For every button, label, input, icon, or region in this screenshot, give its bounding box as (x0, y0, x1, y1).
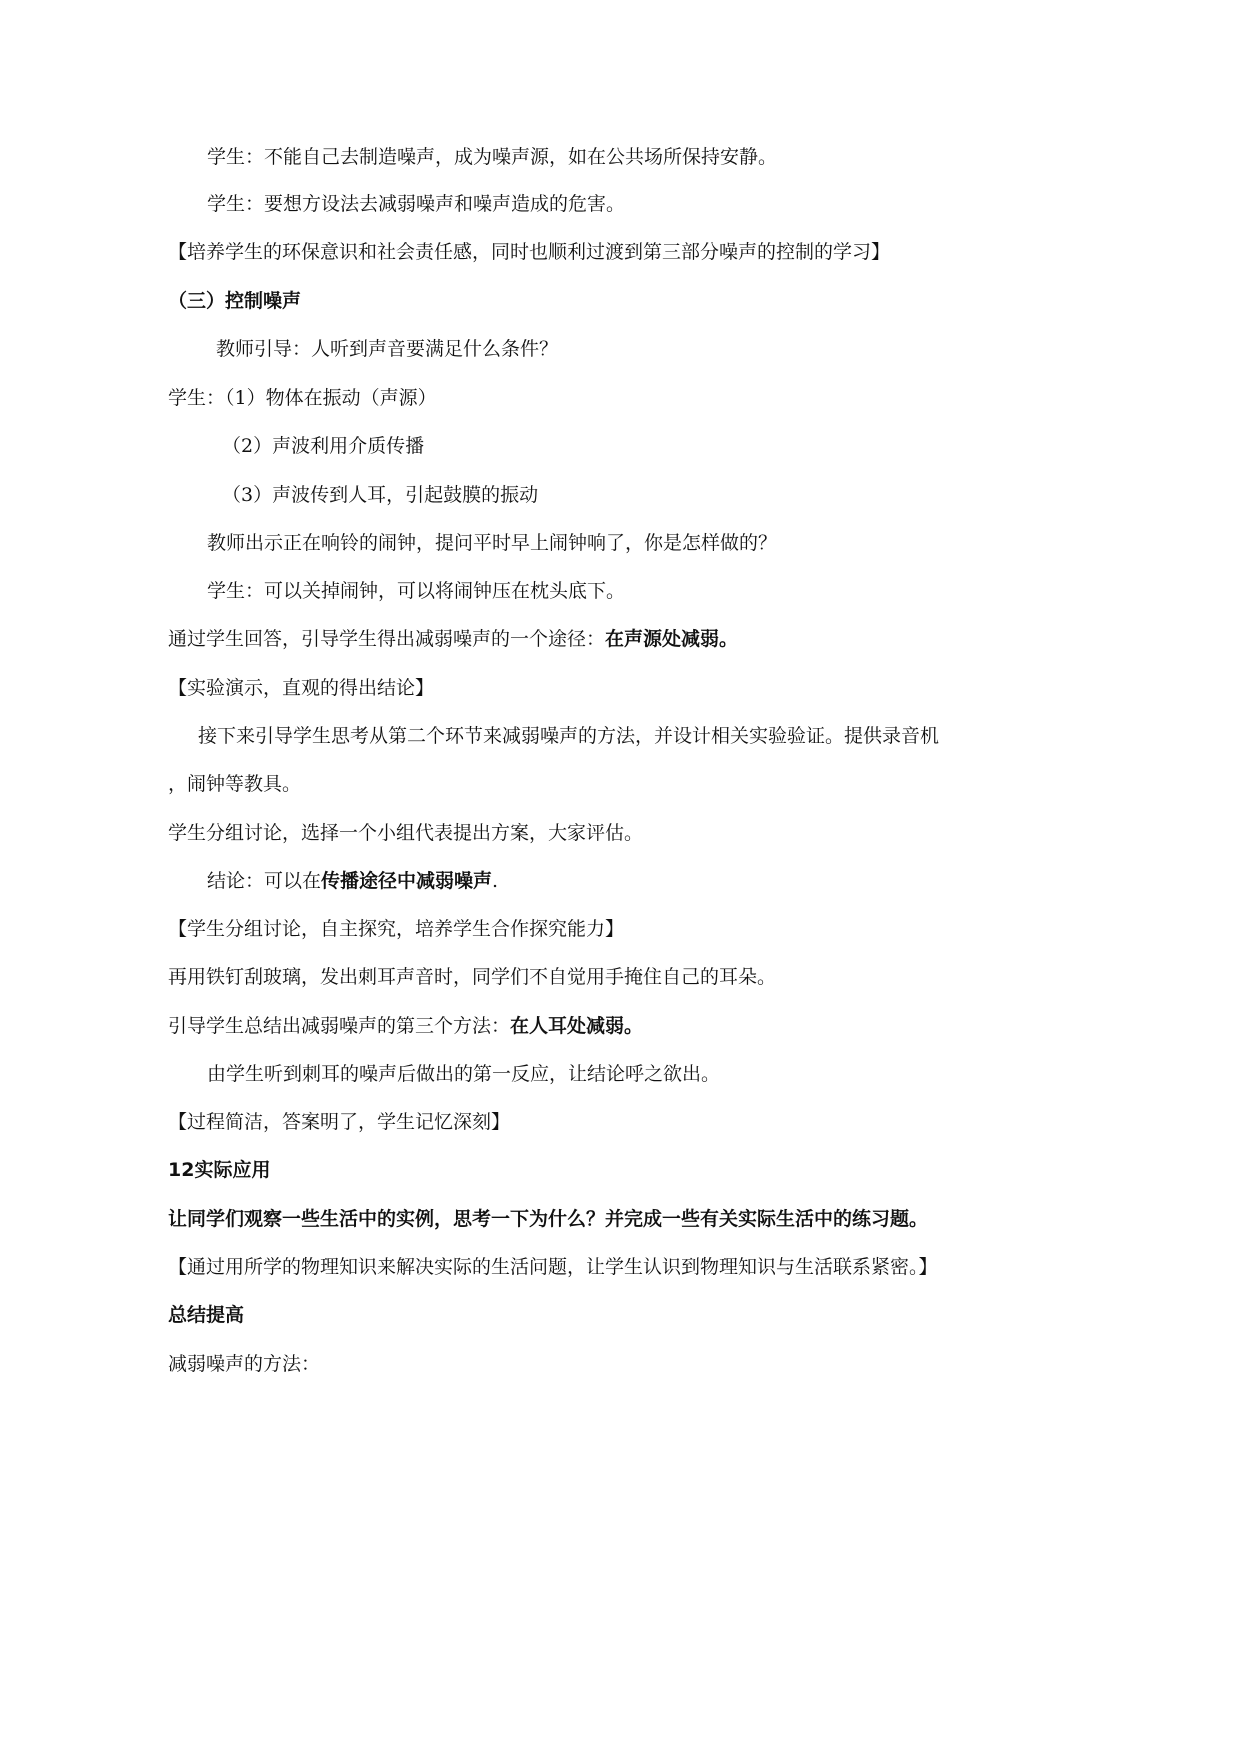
paragraph-note-5: 【通过用所学的物理知识来解决实际的生活问题，让学生认识到物理知识与生活联系紧密。】 (168, 1256, 938, 1278)
paragraph-methods-list-intro: 减弱噪声的方法： (168, 1353, 321, 1375)
paragraph-student-answer-3: 学生：可以关掉闹钟，可以将闹钟压在枕头底下。 (207, 580, 626, 602)
paragraph-method-3 (168, 1014, 643, 1038)
paragraph-reaction: 由学生听到刺耳的噪声后做出的第一反应，让结论呼之欲出。 (207, 1063, 721, 1085)
section-heading-application: 12实际应用 (168, 1159, 271, 1181)
conclusion-emphasis: 传播途径中减弱噪声 (321, 870, 493, 892)
section-heading-control-noise: （三）控制噪声 (168, 290, 302, 312)
paragraph-conclusion (207, 869, 498, 893)
paragraph-glass-demo: 再用铁钉刮玻璃，发出刺耳声音时，同学们不自觉用手掩住自己的耳朵。 (168, 966, 777, 988)
paragraph-note-3: 【学生分组讨论，自主探究，培养学生合作探究能力】 (168, 918, 625, 940)
method-1-text: 通过学生回答，引导学生得出减弱噪声的一个途径： (168, 628, 606, 650)
paragraph-note-4: 【过程简洁，答案明了，学生记忆深刻】 (168, 1111, 511, 1133)
paragraph-student-answer-1: 学生：不能自己去制造噪声，成为噪声源，如在公共场所保持安静。 (207, 146, 778, 168)
method-3-text: 引导学生总结出减弱噪声的第三个方法： (168, 1015, 511, 1037)
section-heading-summary: 总结提高 (168, 1304, 245, 1326)
paragraph-group-discussion: 学生分组讨论，选择一个小组代表提出方案，大家评估。 (168, 822, 644, 844)
conclusion-period: . (492, 870, 499, 892)
paragraph-condition-1: 学生：（1）物体在振动（声源） (168, 387, 437, 409)
paragraph-note-2: 【实验演示，直观的得出结论】 (168, 677, 435, 699)
paragraph-method-2-intro-cont: ，闹钟等教具。 (168, 773, 302, 795)
paragraph-condition-2: （2）声波利用介质传播 (222, 435, 425, 457)
paragraph-note-1: 【培养学生的环保意识和社会责任感，同时也顺利过渡到第三部分噪声的控制的学习】 (168, 241, 891, 263)
paragraph-teacher-guide: 教师引导：人听到声音要满足什么条件？ (216, 338, 559, 360)
paragraph-method-1 (168, 627, 738, 651)
method-1-emphasis: 在声源处减弱。 (605, 628, 739, 650)
paragraph-alarm-demo: 教师出示正在响铃的闹钟，提问平时早上闹钟响了，你是怎样做的？ (207, 532, 778, 554)
conclusion-text: 结论：可以在 (207, 870, 322, 892)
paragraph-application-task: 让同学们观察一些生活中的实例，思考一下为什么？并完成一些有关实际生活中的练习题。 (168, 1208, 929, 1230)
paragraph-condition-3: （3）声波传到人耳，引起鼓膜的振动 (222, 484, 539, 506)
method-3-emphasis: 在人耳处减弱。 (510, 1015, 644, 1037)
paragraph-student-answer-2: 学生：要想方设法去减弱噪声和噪声造成的危害。 (207, 193, 626, 215)
paragraph-method-2-intro: 接下来引导学生思考从第二个环节来减弱噪声的方法，并设计相关实验验证。提供录音机 (198, 725, 940, 747)
